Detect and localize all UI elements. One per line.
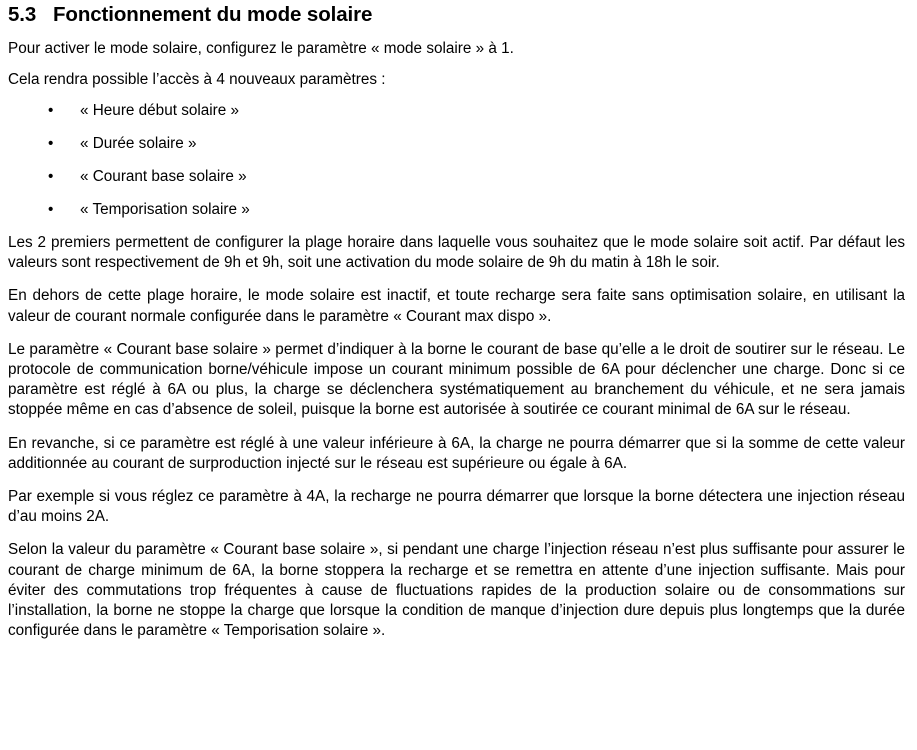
- list-item: [8, 134, 905, 154]
- parameter-list: [8, 101, 905, 220]
- paragraph-valeur-inferieure: En revanche, si ce paramètre est réglé à une valeur inférieure à 6A, la charge ne pourra démarrer que si la somme de cette valeur additionnée au courant de surproduction injecté sur le réseau est supérieure ou égale à 6A.: [8, 434, 905, 472]
- page-title: 5.3 Fonctionnement du mode solaire: [8, 3, 373, 26]
- bullet-icon: •: [48, 102, 54, 119]
- paragraph-temporisation: Selon la valeur du paramètre « Courant base solaire », si pendant une charge l’injection réseau n’est plus suffisante pour assurer le courant de charge minimum de 6A, la borne stoppera la recharge et se remettra en attente d’une injection suffisante. Mais pour éviter des commutations trop fréquentes à cause de fluctuations rapides de la production solaire ou de consommations sur l’installation, la borne ne stoppe la charge que lorsque la condition de manque d’injection dure depuis plus longtemps que la durée configurée dans le paramètre « Temporisation solaire ».: [8, 541, 905, 640]
- bullet-icon: •: [48, 201, 54, 218]
- paragraph-exemple-4a: Par exemple si vous réglez ce paramètre à 4A, la recharge ne pourra démarrer que lorsque la borne détectera une injection réseau d’au moins 2A.: [8, 488, 905, 526]
- bullet-icon: •: [48, 135, 54, 152]
- intro-paragraph-parameters: Cela rendra possible l’accès à 4 nouveaux paramètres :: [8, 71, 386, 88]
- list-item-label: « Temporisation solaire »: [80, 201, 250, 218]
- paragraph-courant-base-solaire: Le paramètre « Courant base solaire » permet d’indiquer à la borne le courant de base qu’elle a le droit de soutirer sur le réseau. Le protocole de communication borne/véhicule impose un courant minimum possible de 6A pour déclencher une charge. Donc si ce paramètre est réglé à 6A ou plus, la charge se déclenchera systématiquement au branchement du véhicule, et ne sera jamais stoppée même en cas d’absence de soleil, puisque la borne est autorisée à soutirée ce courant minimal de 6A sur le réseau.: [8, 340, 905, 419]
- list-item-label: « Heure début solaire »: [80, 102, 240, 119]
- bullet-icon: •: [48, 168, 54, 185]
- paragraph-plage-horaire: Les 2 premiers permettent de configurer la plage horaire dans laquelle vous souhaitez que le mode solaire soit actif. Par défaut les valeurs sont respectivement de 9h et 9h, soit une activation du mode solaire de 9h du matin à 18h le soir.: [8, 234, 905, 272]
- list-item-label: « Durée solaire »: [80, 135, 197, 152]
- list-item: [8, 167, 905, 187]
- intro-paragraph-activation: Pour activer le mode solaire, configurez le paramètre « mode solaire » à 1.: [8, 40, 514, 57]
- paragraph-hors-plage: En dehors de cette plage horaire, le mode solaire est inactif, et toute recharge sera faite sans optimisation solaire, en utilisant la valeur de courant normale configurée dans le paramètre « Courant max dispo ».: [8, 287, 905, 325]
- list-item: [8, 101, 905, 121]
- list-item-label: « Courant base solaire »: [80, 168, 247, 185]
- list-item: [8, 200, 905, 220]
